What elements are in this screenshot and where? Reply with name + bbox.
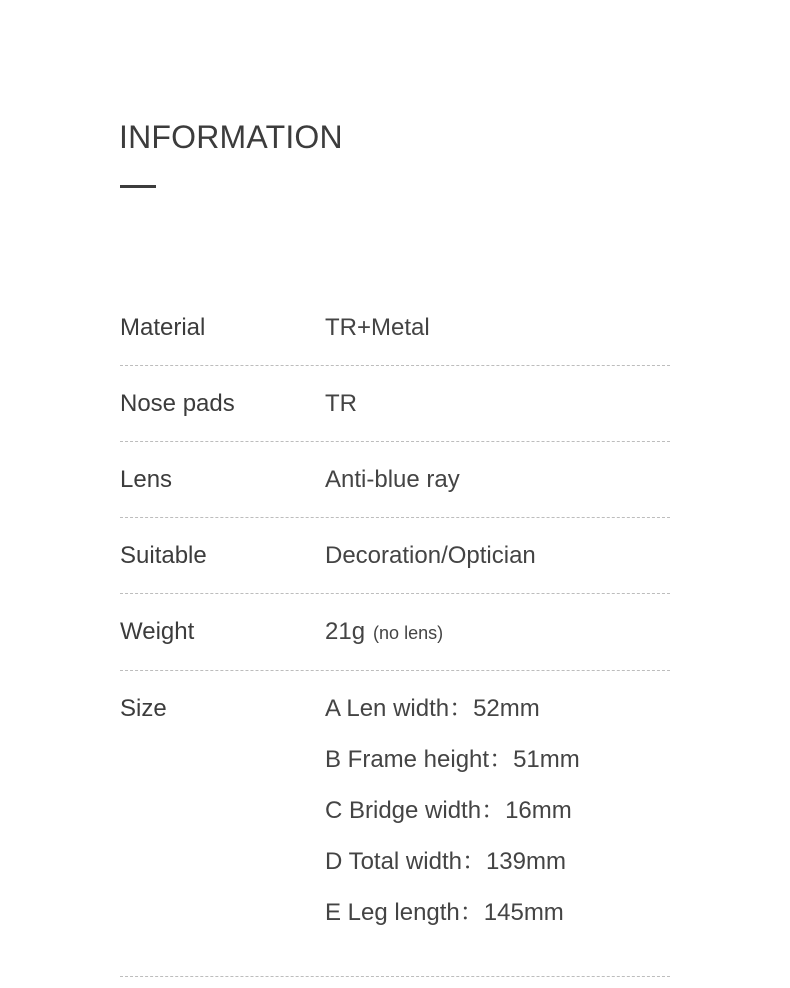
weight-note: (no lens) (373, 623, 444, 643)
row-divider (120, 517, 670, 518)
info-heading: INFORMATION (119, 119, 343, 155)
size-line-e: E Leg length：145mm (325, 899, 564, 926)
row-divider (120, 670, 670, 671)
heading-underline (120, 185, 156, 188)
spec-label: Nose pads (120, 390, 235, 417)
spec-value: TR+Metal (325, 314, 430, 341)
row-divider (120, 441, 670, 442)
spec-value: Anti-blue ray (325, 466, 460, 493)
spec-label: Lens (120, 466, 173, 493)
size-line-a: A Len width：52mm (325, 695, 540, 722)
spec-label: Weight (120, 618, 195, 645)
spec-value: TR (325, 390, 357, 417)
spec-label: Suitable (120, 542, 207, 569)
size-line-c: C Bridge width：16mm (325, 797, 572, 824)
size-line-b: B Frame height：51mm (325, 746, 580, 773)
size-line-d: D Total width：139mm (325, 848, 566, 875)
spec-value: Decoration/Optician (325, 542, 536, 569)
spec-label: Size (120, 695, 167, 722)
weight-value: 21g (325, 618, 366, 645)
spec-label: Material (120, 314, 206, 341)
row-divider (120, 365, 670, 366)
row-divider (120, 593, 670, 594)
spec-value (325, 617, 443, 648)
row-divider (120, 976, 670, 977)
